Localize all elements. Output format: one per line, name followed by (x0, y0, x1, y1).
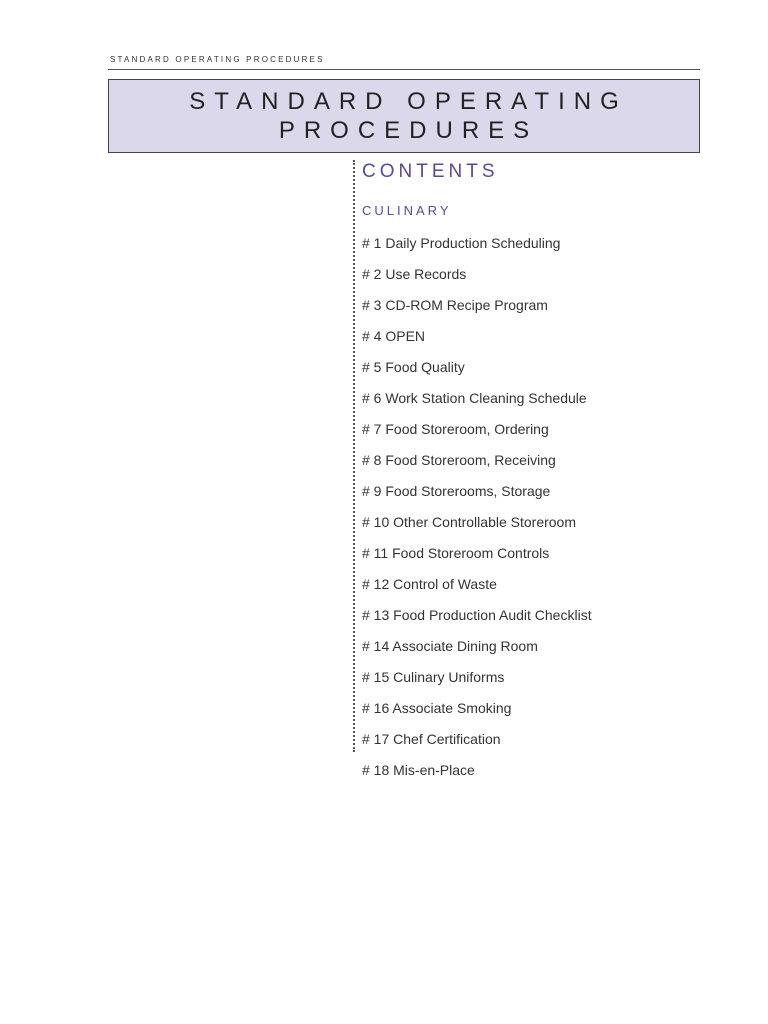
section-heading-culinary: CULINARY (362, 203, 452, 218)
toc-item[interactable]: # 4 OPEN (362, 328, 426, 344)
toc-item[interactable]: # 18 Mis-en-Place (362, 762, 475, 778)
toc-item[interactable]: # 8 Food Storeroom, Receiving (362, 452, 556, 468)
toc-item[interactable]: # 9 Food Storerooms, Storage (362, 483, 551, 499)
toc-item[interactable]: # 7 Food Storeroom, Ordering (362, 421, 549, 437)
toc-item[interactable]: # 11 Food Storeroom Controls (362, 545, 550, 561)
toc-item[interactable]: # 12 Control of Waste (362, 576, 497, 592)
toc-item[interactable]: # 5 Food Quality (362, 359, 465, 375)
page-title (109, 87, 699, 145)
toc-item[interactable]: # 6 Work Station Cleaning Schedule (362, 390, 587, 406)
toc-item[interactable]: # 2 Use Records (362, 266, 467, 282)
toc-item[interactable]: # 10 Other Controllable Storeroom (362, 514, 576, 530)
contents-heading: CONTENTS (362, 161, 499, 182)
title-box (108, 79, 700, 153)
dotted-divider (353, 160, 355, 752)
toc-item[interactable]: # 3 CD-ROM Recipe Program (362, 297, 548, 313)
toc-list (362, 234, 592, 792)
toc-item[interactable]: # 1 Daily Production Scheduling (362, 235, 561, 251)
toc-item[interactable]: # 14 Associate Dining Room (362, 638, 538, 654)
toc-item[interactable]: # 13 Food Production Audit Checklist (362, 607, 592, 623)
toc-item[interactable]: # 17 Chef Certification (362, 731, 501, 747)
running-header: STANDARD OPERATING PROCEDURES (110, 55, 325, 64)
toc-item[interactable]: # 16 Associate Smoking (362, 700, 512, 716)
title-line-1: STANDARD OPERATING (189, 88, 628, 115)
title-line-2: PROCEDURES (278, 117, 539, 144)
toc-item[interactable]: # 15 Culinary Uniforms (362, 669, 505, 685)
header-rule (108, 69, 700, 70)
